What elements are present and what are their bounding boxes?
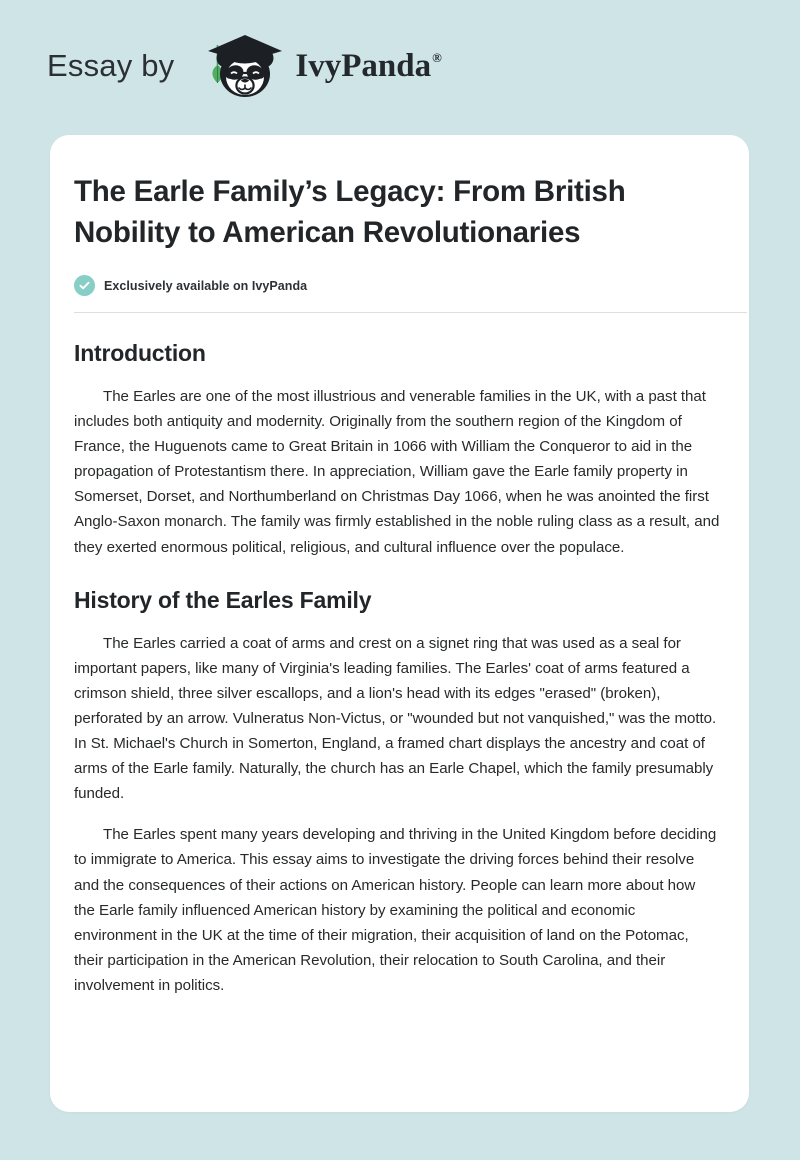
title-divider (74, 312, 747, 313)
paragraph: The Earles are one of the most illustrious and venerable families in the UK, with a past that includes both antiquity and modernity. Originally from the southern region of the Kingdom of France, the Huguenots came to Great Britain in 1066 with William the Conqueror to aid in the propagation of Protestantism there. In appreciation, William gave the Earle family property in Somerset, Dorset, and Northumberland on Christmas Day 1066, when he was anointed the first Anglo-Saxon monarch. The family was firmly established in the noble ruling class as a result, and they exerted enormous political, religious, and cultural influence over the populace. (74, 388, 720, 556)
section-heading-history-of-the-earles-family: History of the Earles Family (74, 586, 372, 613)
brand-name-text: IvyPanda (295, 48, 432, 84)
status-badge-label: Exclusively available on IvyPanda (104, 278, 308, 293)
essay-by-label: Essay by (47, 48, 175, 83)
paragraph: The Earles carried a coat of arms and crest on a signet ring that was used as a seal for important papers, like many of Virginia's leading families. The Earles' coat of arms featured a crimson shield, three silver escallops, and a lion's head with its edges "erased" (broken), perforated by an arrow. Vulneratus Non-Victus, or "wounded but not vanquished," was the motto. In St. Michael's Church in Somerton, England, a framed chart displays the ancestry and coat of arms of the Earle family. Naturally, the church has an Earle Chapel, which the family presumably funded. (74, 634, 717, 803)
brand-header (0, 0, 800, 135)
page-title: The Earle Family’s Legacy: From British Nobility to American Revolutionaries (74, 175, 626, 249)
paragraph: The Earles spent many years developing and thriving in the United Kingdom before deciding to immigrate to America. This essay aims to investigate the driving forces behind their resolve and the consequences of their actions on American history. People can learn more about how the Earle family influenced American history by examining the political and economic environment in the UK at the time of their migration, their acquisition of land on the Potomac, their participation in the American Revolution, their relocation to South Carolina, and their involvement in politics. (74, 826, 717, 994)
exclusivity-badge (74, 275, 722, 296)
brand-wordmark (295, 50, 440, 83)
check-circle-icon (74, 275, 95, 296)
section-heading-introduction: Introduction (74, 340, 206, 366)
registered-trademark-icon: ® (432, 50, 442, 65)
essay-paper-card (50, 135, 749, 1112)
panda-graduation-cap-icon (195, 32, 291, 104)
ivypanda-logo[interactable] (195, 32, 440, 104)
